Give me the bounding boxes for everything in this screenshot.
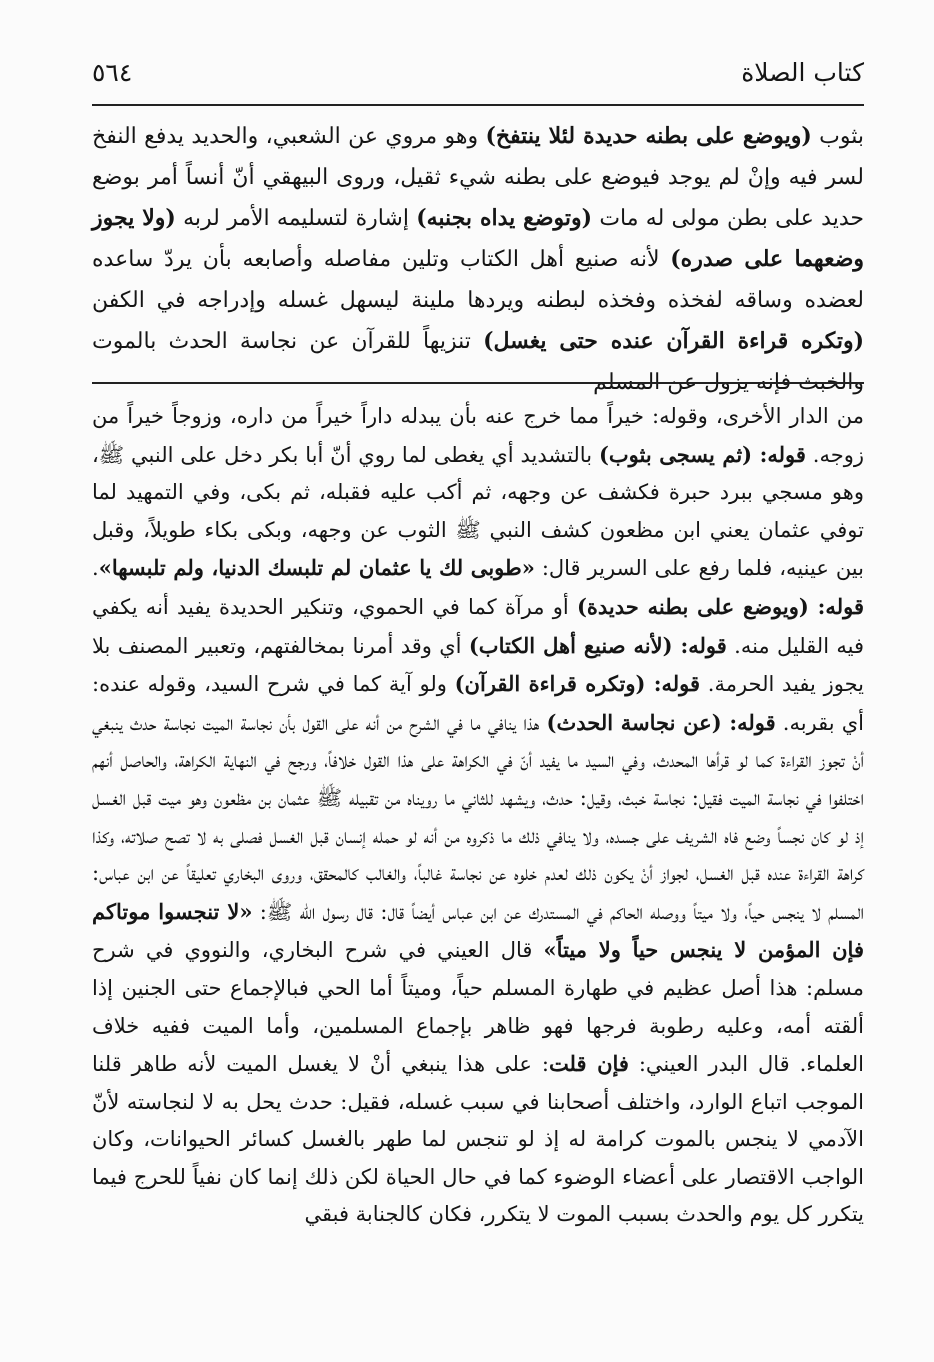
text-segment: وهو مروي عن الشعبي، والحديد يدفع النفخ لسر فيه وإنْ لم يوجد فيوضع على بطنه شيء ثقيل، وروى البيهقي أنّ أنساً أمر بوضع حديد على بطن مولى له مات xyxy=(92,124,864,231)
bold-quote-segment: (وتكره قراءة القرآن عنده حتى يغسل) xyxy=(483,328,865,354)
text-segment: هذا ينافي ما في الشرح من أنه على القول بأن نجاسة الميت نجاسة حدث ينبغي أنْ تجوز القراءة كما لو قرأها المحدث، وفي السيد ما يفيد أنّ في الكراهة على هذا القول خلافاً، ورجح في النهاية الكراهة، والحاصل أنهم اختلفوا في نجاسة الميت فقيل: نجاسة خبث، وقيل: حدث، ويشهد للثاني ما رويناه من تقبيله ﷺ عثمان بن مظعون وهو ميت قبل الغسل إذ لو كان نجساً وضع فاه الشريف على جسده، ولا ينافي ذلك ما ذكروه من أنه لو حمله إنسان قبل الغسل فصلى به لا تصح صلاته، وكذا كراهة القراءة عنده قبل الغسل، لجواز أنْ يكون ذلك لعدم خلوه عن نجاسة غالباً، والغالب كالمحقق، وروى البخاري تعليقاً عن ابن عباس: المسلم لا ينجس حياً، ولا ميتاً ووصله الحاكم في المستدرك عن ابن عباس أيضاً قال: قال رسول الله ﷺ: xyxy=(92,710,864,924)
bold-quote-segment: قوله: (عن نجاسة الحدث) xyxy=(546,709,776,735)
text-segment: من الدار الأخرى، وقوله: خيراً مما خرج عنه بأن يبدله داراً خيراً من داره، وزوجاً خيراً من زوجه. xyxy=(92,404,864,467)
text-segment: بثوب xyxy=(811,124,864,149)
bold-quote-segment: (ولا يجوز وضعهما على صدره) xyxy=(92,205,864,272)
text-segment: بالتشديد أي يغطى لما روي أنّ أبا بكر دخل على النبي ﷺ، وهو مسجي ببرد حبرة فكشف عن وجهه، ثم أكب عليه فقبله، ثم بكى، وفي التمهيد لما توفي عثمان يعني ابن مظعون كشف النبي ﷺ الثوب عن وجهه، وبكى بكاء طويلاً، وقبل بين عينيه، فلما رفع على السرير قال: xyxy=(92,442,864,581)
bold-quote-segment: قوله: (ويوضع على بطنه حديدة) xyxy=(576,593,864,619)
bold-quote-segment: «طوبى لك يا عثمان لم تلبسك الدنيا، ولم تلبسها» xyxy=(98,555,535,581)
section-divider xyxy=(92,382,864,384)
bold-quote-segment: فإن قلت xyxy=(548,1051,629,1077)
bold-quote-segment: قوله: (ثم يسجى بثوب) xyxy=(598,441,806,467)
bold-quote-segment: قوله: (لأنه صنيع أهل الكتاب) xyxy=(468,632,727,658)
bold-quote-segment: قوله: (وتكره قراءة القرآن) xyxy=(454,671,701,697)
page-header xyxy=(92,52,864,92)
bold-quote-segment: (ويوضع على بطنه حديدة لئلا ينتفخ) xyxy=(485,123,812,149)
page-number: ٥٦٤ xyxy=(92,57,133,87)
text-segment: . xyxy=(92,556,99,581)
text-segment: قال العيني في شرح البخاري، والنووي في شرح مسلم: هذا أصل عظيم في طهارة المسلم حياً، وميتاً أما الحي فبالإجماع حتى الجنين إذا ألقته أمه، وعليه رطوبة فرجها فهو ظاهر بإجماع المسلمين، وأما الميت ففيه خلاف العلماء. قال البدر العيني: xyxy=(92,938,865,1077)
text-segment: ولو آية كما في شرح السيد، وقوله عنده: أي بقربه. xyxy=(92,672,864,735)
text-segment: : على هذا ينبغي أنْ لا يغسل الميت لأنه طاهر قلنا الموجب اتباع الوارد، واختلف أصحابنا في سبب غسله، فقيل: حدث يحل به لا لنجاسته لأنّ الآدمي لا ينجس بالموت كرامة له إذ لو تنجس لما طهر بالغسل كسائر الحيوانات، وكان الواجب الاقتصار على أعضاء الوضوء كما في حال الحياة لكن ذلك إنما كان نفياً للحرج فيما يتكرر كل يوم والحدث بسبب الموت لا يتكرر، فكان كالجنابة فبقي xyxy=(92,1052,864,1227)
text-segment: أو مرآة كما في الحموي، وتنكير الحديدة يفيد أنه يكفي فيه القليل منه. xyxy=(92,594,865,658)
commentary-text xyxy=(92,398,864,1234)
main-text xyxy=(92,116,864,403)
text-segment: لأنه صنيع أهل الكتاب وتلين مفاصله وأصابعه بأن يردّ ساعده لعضده وساقه لفخذه وفخذه لبطنه ويردها ملينة ليسهل غسله وإدراجه في الكفن xyxy=(92,247,864,313)
text-segment: تنزيهاً للقرآن عن نجاسة الحدث بالموت والخبث فإنه يزول عن المسلم xyxy=(92,329,864,395)
book-title: كتاب الصلاة xyxy=(741,57,864,87)
text-segment: أي وقد أمرنا بمخالفتهم، وتعبير المصنف بلا يجوز يفيد الحرمة. xyxy=(92,633,864,697)
header-divider xyxy=(92,104,864,106)
bold-quote-segment: (وتوضع يداه بجنبه) xyxy=(416,205,593,231)
text-segment: إشارة لتسليمه الأمر لربه xyxy=(175,206,417,231)
bold-quote-segment: «لا تنجسوا موتاكم فإن المؤمن لا ينجس حياً ولا ميتاً» xyxy=(92,898,864,963)
